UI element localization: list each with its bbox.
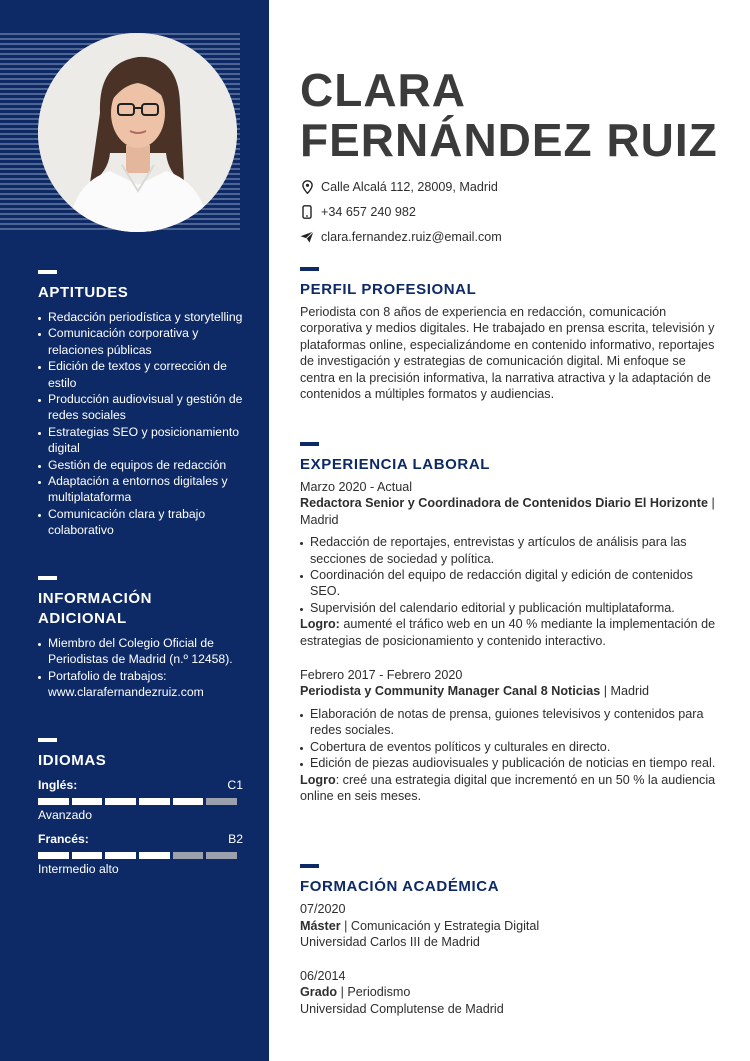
list-item: Portafolio de trabajos: www.clarafernandezruiz.com — [38, 668, 243, 701]
job-heading — [300, 683, 718, 699]
section-dash — [300, 864, 319, 868]
section-dash — [300, 267, 319, 271]
job-place: | Madrid — [300, 496, 715, 527]
achievement-label: Logro: — [300, 617, 340, 632]
education-field: | Periodismo — [337, 985, 411, 1000]
phone-text: +34 657 240 982 — [321, 204, 416, 219]
experience-title: EXPERIENCIA LABORAL — [300, 456, 491, 473]
job-dates: Febrero 2017 - Febrero 2020 — [300, 668, 463, 683]
contact-email[interactable] — [300, 224, 502, 249]
last-name: FERNÁNDEZ RUIZ — [300, 113, 718, 166]
language-name: Francés: — [38, 832, 89, 846]
section-dash — [38, 576, 57, 580]
list-item: Adaptación a entornos digitales y multiplataforma — [38, 473, 243, 506]
language-level-bars — [38, 798, 237, 805]
skills-section — [38, 270, 243, 539]
profile-title: PERFIL PROFESIONAL — [300, 281, 477, 298]
job-duties — [300, 706, 718, 772]
send-icon — [300, 230, 314, 244]
level-bar-filled — [38, 798, 69, 805]
job-achievement — [300, 616, 718, 649]
list-item: Producción audiovisual y gestión de redes sociales — [38, 391, 243, 424]
education-section — [300, 864, 718, 1018]
level-bar-filled — [139, 852, 170, 859]
language-level: Avanzado — [38, 808, 92, 822]
education-degree: Grado — [300, 985, 338, 1000]
extra-info-list — [38, 635, 243, 701]
language-item — [38, 831, 243, 876]
candidate-name — [300, 65, 740, 165]
list-item: Miembro del Colegio Oficial de Periodistas de Madrid (n.º 12458). — [38, 635, 243, 668]
profile-section — [300, 267, 718, 402]
list-item: Supervisión del calendario editorial y publicación multiplataforma. — [300, 600, 718, 616]
job-role: Redactora Senior y Coordinadora de Contenidos Diario El Horizonte — [300, 496, 708, 511]
list-item: Coordinación del equipo de redacción digital y edición de contenidos SEO. — [300, 567, 718, 600]
languages-title: IDIOMAS — [38, 752, 107, 769]
achievement-text: : creé una estrategia digital que incrementó en un 50 % la audiencia online en seis meses. — [300, 772, 716, 803]
contact-info — [300, 174, 502, 249]
section-dash — [300, 442, 319, 446]
language-item — [38, 777, 243, 822]
level-bar-filled — [139, 798, 170, 805]
education-field: | Comunicación y Estrategia Digital — [340, 918, 540, 933]
education-title: FORMACIÓN ACADÉMICA — [300, 878, 500, 895]
education-school: Universidad Complutense de Madrid — [300, 1001, 504, 1016]
language-name: Inglés: — [38, 778, 78, 792]
languages-section — [38, 738, 243, 885]
job-achievement — [300, 772, 718, 805]
level-bar-filled — [72, 798, 103, 805]
profile-summary: Periodista con 8 años de experiencia en redacción, comunicación corporativa y medios digitales. He trabajado en prensa escrita, televisión y plataformas online, especializándome en contenido informativo, reportajes de investigación y estrategias de comunicación digital. Mi enfoque se centra en la precisión informativa, la narrativa atractiva y la adaptación de contenidos a múltiples formatos y audiencias. — [300, 305, 715, 402]
level-bar-empty — [173, 852, 204, 859]
contact-phone — [300, 199, 502, 224]
languages-list — [38, 777, 243, 876]
level-bar-filled — [72, 852, 103, 859]
extra-info-title: INFORMACIÓN ADICIONAL — [38, 590, 153, 627]
education-entry — [300, 968, 718, 1018]
level-bar-empty — [206, 852, 237, 859]
list-item: Redacción de reportajes, entrevistas y artículos de análisis para las secciones de sociedad y política. — [300, 534, 718, 567]
education-date: 06/2014 — [300, 968, 346, 983]
achievement-label: Logro — [300, 772, 336, 787]
location-pin-icon — [300, 180, 314, 194]
profile-photo — [38, 33, 237, 232]
level-bar-filled — [38, 852, 69, 859]
language-level-bars — [38, 852, 237, 859]
list-item: Edición de textos y corrección de estilo — [38, 358, 243, 391]
language-code: B2 — [228, 832, 243, 846]
list-item: Comunicación clara y trabajo colaborativo — [38, 506, 243, 539]
level-bar-filled — [105, 798, 136, 805]
job-dates: Marzo 2020 - Actual — [300, 480, 413, 494]
skills-list — [38, 309, 243, 539]
section-dash — [38, 270, 57, 274]
first-name: CLARA — [300, 63, 466, 116]
address-text: Calle Alcalá 112, 28009, Madrid — [321, 179, 498, 194]
level-bar-filled — [105, 852, 136, 859]
list-item: Edición de piezas audiovisuales y publicación de noticias en tiempo real. — [300, 755, 718, 771]
language-level: Intermedio alto — [38, 862, 119, 876]
level-bar-filled — [173, 798, 204, 805]
language-code: C1 — [227, 778, 243, 792]
job-entry — [300, 667, 718, 804]
job-entry — [300, 479, 718, 649]
education-date: 07/2020 — [300, 902, 346, 916]
list-item: Cobertura de eventos políticos y culturales en directo. — [300, 739, 718, 755]
sidebar — [0, 0, 269, 1061]
list-item: Gestión de equipos de redacción — [38, 457, 243, 473]
list-item: Estrategias SEO y posicionamiento digital — [38, 424, 243, 457]
job-heading — [300, 495, 718, 528]
experience-section — [300, 442, 718, 804]
email-text[interactable]: clara.fernandez.ruiz@email.com — [321, 229, 502, 244]
education-entry — [300, 901, 718, 951]
list-item: Redacción periodística y storytelling — [38, 309, 243, 325]
list-item: Elaboración de notas de prensa, guiones televisivos y contenidos para redes sociales. — [300, 706, 718, 739]
section-dash — [38, 738, 57, 742]
contact-address — [300, 174, 502, 199]
achievement-text: aumenté el tráfico web en un 40 % mediante la implementación de estrategias de posicionamiento y contenido interactivo. — [300, 617, 716, 648]
list-item: Comunicación corporativa y relaciones públicas — [38, 325, 243, 358]
education-degree: Máster — [300, 918, 341, 933]
job-place: | Madrid — [600, 684, 649, 699]
phone-icon — [300, 205, 314, 219]
extra-info-section — [38, 576, 243, 701]
job-role: Periodista y Community Manager Canal 8 Noticias — [300, 684, 601, 699]
skills-title: APTITUDES — [38, 284, 129, 301]
job-duties — [300, 534, 718, 616]
education-school: Universidad Carlos III de Madrid — [300, 935, 480, 950]
level-bar-empty — [206, 798, 237, 805]
